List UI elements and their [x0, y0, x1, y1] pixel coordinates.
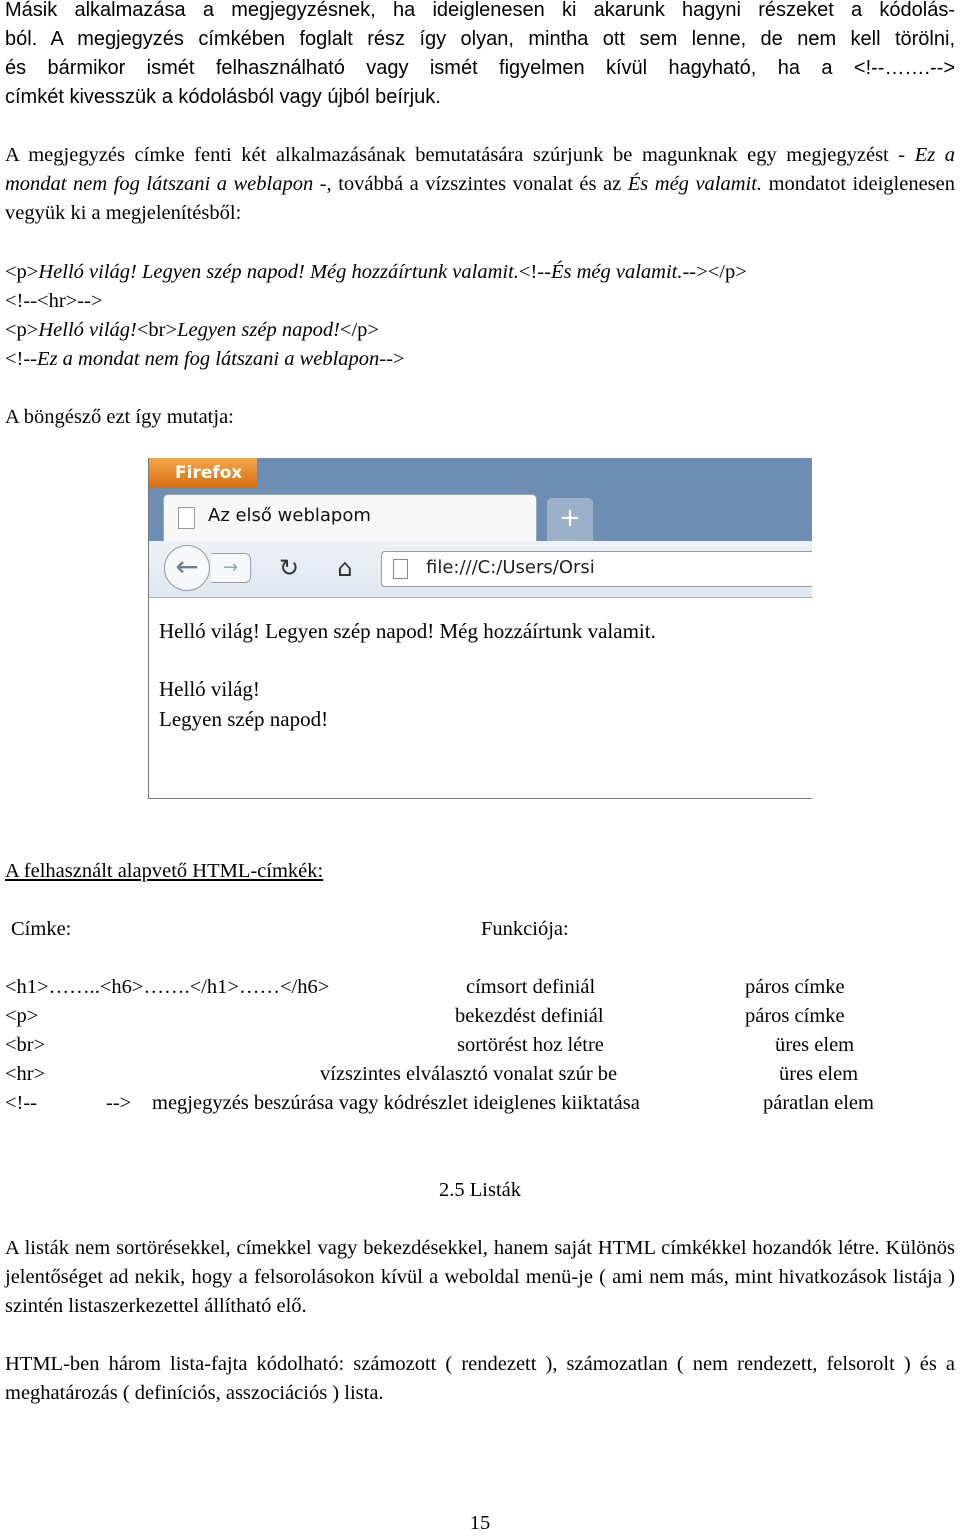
para2-italic-1: Ez a mondat nem fog látszani a weblapon	[5, 144, 956, 195]
code-text: Helló világ! Legyen szép napod! Még hozzáírtunk valamit.	[38, 261, 519, 283]
row-5-tag-close: -->	[106, 1092, 132, 1114]
intro-line-1: Másik alkalmazása a megjegyzésnek, ha ideiglenesen ki akarunk hagyni részeket a kódolás-	[5, 0, 955, 21]
rendered-line-1: Helló világ! Legyen szép napod! Még hozzáírtunk valamit.	[159, 619, 656, 643]
row-5-kind: páratlan elem	[763, 1092, 874, 1114]
browser-page-content	[159, 616, 656, 734]
code-tag: </p>	[707, 261, 747, 283]
code-comment-open: <!--	[518, 261, 551, 283]
browser-titlebar	[149, 458, 812, 541]
new-tab-button[interactable]: +	[547, 498, 593, 541]
firefox-menu-button[interactable]: Firefox	[149, 458, 257, 488]
code-comment-close: -->	[379, 348, 405, 370]
code-tag: <p>	[5, 261, 39, 283]
row-5-tag: <!--	[5, 1092, 38, 1114]
code-tag: <hr>	[37, 290, 78, 312]
comment-demo-paragraph	[5, 141, 955, 228]
code-comment-text: Ez a mondat nem fog látszani a weblapon	[37, 348, 380, 370]
browser-toolbar	[149, 541, 812, 598]
url-bar[interactable]	[381, 551, 812, 587]
code-tag: <p>	[5, 319, 39, 341]
code-line-2	[5, 287, 102, 316]
code-tag: <br>	[136, 319, 178, 341]
reload-icon[interactable]: ↻	[278, 554, 300, 582]
row-5-func: megjegyzés beszúrása vagy kódrészlet ideiglenes kiiktatása	[152, 1092, 640, 1114]
page-icon	[178, 507, 195, 529]
code-comment-close: -->	[682, 261, 708, 283]
code-tag: </p>	[339, 319, 379, 341]
row-4-tag: <hr>	[5, 1063, 46, 1085]
code-line-1	[5, 258, 747, 287]
row-1-tag: <h1>……..<h6>…….</h1>……</h6>	[5, 976, 330, 998]
row-3-kind: üres elem	[775, 1034, 855, 1056]
browser-intro: A böngésző ezt így mutatja:	[5, 406, 234, 428]
code-comment-open: <!--	[5, 348, 38, 370]
row-4-kind: üres elem	[779, 1063, 859, 1085]
code-comment-close: -->	[77, 290, 103, 312]
forward-arrow-icon[interactable]: →	[211, 553, 251, 583]
col-header-function: Funkciója:	[481, 918, 569, 940]
row-4-func: vízszintes elválasztó vonalat szúr be	[320, 1063, 618, 1085]
page-number: 15	[469, 1512, 491, 1534]
code-line-4	[5, 345, 405, 374]
home-icon[interactable]: ⌂	[337, 554, 353, 582]
para2-italic-2: És még valamit.	[627, 173, 763, 195]
code-comment-text: És még valamit.	[550, 261, 683, 283]
tab-title: Az első weblapom	[208, 505, 371, 526]
browser-screenshot	[148, 458, 812, 799]
lists-paragraph-1: A listák nem sortörésekkel, címekkel vagy bekezdésekkel, hanem saját HTML címkékkel hozandók létre. Különös jelentőséget ad nekik, hogy a felsorolásokon kívül a weboldal menü-je ( ami nem más, mint hivatkozások listája ) szintén listaszerkezettel állítható elő.	[5, 1237, 955, 1317]
intro-line-2: ból. A megjegyzés címkében foglalt rész így olyan, mintha ott sem lenne, de nem kell törölni,	[5, 28, 955, 50]
row-1-func: címsort definiál	[466, 976, 596, 998]
tags-heading: A felhasznált alapvető HTML-címkék:	[5, 860, 324, 882]
file-icon	[393, 559, 408, 579]
code-line-3	[5, 316, 379, 345]
code-comment-open: <!--	[5, 290, 38, 312]
code-text: Legyen szép napod!	[177, 319, 340, 341]
browser-tab[interactable]	[163, 494, 537, 541]
row-3-func: sortörést hoz létre	[457, 1034, 604, 1056]
url-text: file:///C:/Users/Orsi	[426, 557, 595, 578]
intro-line-3: és bármikor ismét felhasználható vagy ismét figyelmen kívül hagyható, ha a <!--…….-->	[5, 57, 955, 79]
section-title: 2.5 Listák	[439, 1179, 521, 1201]
row-2-kind: páros címke	[745, 1005, 845, 1027]
intro-line-4: címkét kivesszük a kódolásból vagy újból beírjuk.	[5, 86, 441, 108]
rendered-line-2: Helló világ!	[159, 677, 260, 701]
para2-text-1: A megjegyzés címke fenti két alkalmazásának bemutatására szúrjunk be magunknak egy megjegyzést -	[5, 144, 915, 166]
para2-text-3: mondatot ideiglenesen vegyük ki a megjelenítésből:	[5, 173, 955, 224]
code-text: Helló világ!	[38, 319, 137, 341]
row-1-kind: páros címke	[745, 976, 845, 998]
col-header-tag: Címke:	[11, 918, 72, 940]
lists-paragraph-2: HTML-ben három lista-fajta kódolható: számozott ( rendezett ), számozatlan ( nem rendezett, felsorolt ) és a meghatározás ( definíciós, asszociációs ) lista.	[5, 1353, 955, 1404]
row-2-func: bekezdést definiál	[455, 1005, 604, 1027]
row-3-tag: <br>	[5, 1034, 46, 1056]
para2-text-2: -, továbbá a vízszintes vonalat és az	[313, 173, 628, 195]
row-2-tag: <p>	[5, 1005, 39, 1027]
back-arrow-icon[interactable]: ←	[164, 545, 210, 591]
rendered-line-3: Legyen szép napod!	[159, 707, 329, 731]
